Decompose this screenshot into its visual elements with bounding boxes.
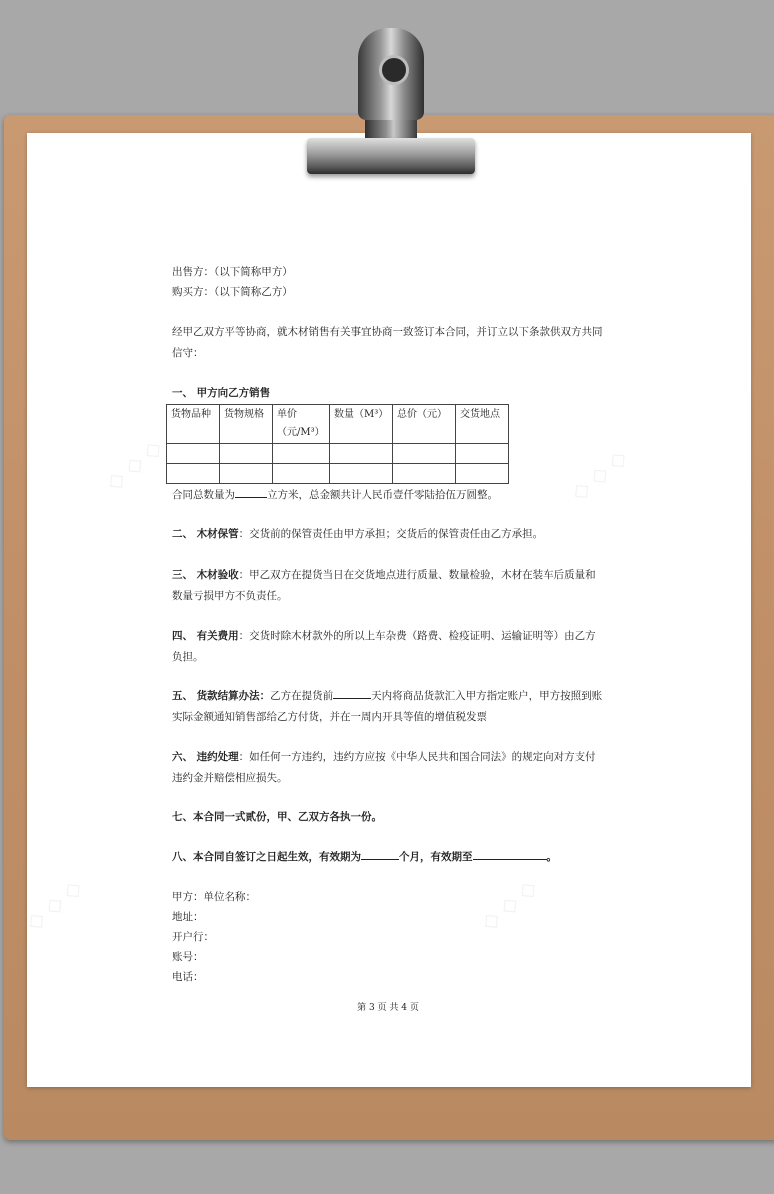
section-8-prefix: 八、本合同自签订之日起生效，有效期为 [172, 851, 361, 863]
section-8 [172, 847, 557, 867]
section-3-text: ：甲乙双方在提货当日在交货地点进行质量、数量检验，木材在装车后质量和数量亏损甲方不负责任。 [172, 569, 596, 602]
section-3-label: 三、 木材验收 [172, 569, 239, 581]
validity-date-blank[interactable] [473, 848, 547, 860]
signature-phone: 电话： [172, 971, 204, 983]
table-row [167, 444, 509, 464]
goods-table [166, 404, 509, 484]
section-5-prefix: 乙方在提货前 [270, 690, 334, 702]
section-4 [172, 626, 604, 668]
buyer-line: 购买方：（以下简称乙方） [172, 286, 293, 298]
table-header-row [167, 405, 509, 444]
signature-bank: 开户行： [172, 931, 214, 943]
signature-address: 地址： [172, 911, 204, 923]
table-header-cell [273, 405, 330, 444]
section-2 [172, 524, 604, 545]
table-header-cell: 交货地点 [456, 405, 509, 444]
price-unit: （元/M³） [277, 427, 325, 438]
document-page [21, 133, 751, 1087]
table-header-cell: 总价（元） [393, 405, 456, 444]
table-row [167, 464, 509, 484]
payment-days-blank[interactable] [333, 687, 371, 699]
watermark: ◇ ◇ ◇ [101, 435, 168, 496]
table-header-cell: 货物品种 [167, 405, 220, 444]
section-5 [172, 686, 604, 728]
total-prefix: 合同总数量为 [172, 489, 235, 501]
section-8-suffix: 。 [546, 851, 557, 863]
watermark: ◇ ◇ ◇ [21, 875, 88, 936]
signature-unit: 甲方：单位名称： [172, 891, 256, 903]
section-4-label: 四、 有关费用 [172, 630, 239, 642]
page-number: 第 3 页 共 4 页 [357, 1003, 419, 1013]
table-header-cell: 数量（M³） [330, 405, 393, 444]
section-2-text: ：交货前的保管责任由甲方承担；交货后的保管责任由乙方承担。 [238, 528, 544, 540]
section-6-text: ：如任何一方违约，违约方应按《中华人民共和国合同法》的规定向对方支付违约金并赔偿相应损失。 [172, 751, 596, 784]
seller-line: 出售方：（以下简称甲方） [172, 266, 293, 278]
binder-clip-base [307, 138, 475, 174]
clip-hole [379, 55, 409, 85]
total-suffix: 立方米，总金额共计人民币壹仟零陆拾伍万圆整。 [267, 489, 498, 501]
total-line [172, 485, 498, 505]
section-1-title: 一、 甲方向乙方销售 [172, 387, 271, 399]
signature-account: 账号： [172, 951, 204, 963]
validity-months-blank[interactable] [361, 848, 399, 860]
section-8-middle: 个月，有效期至 [399, 851, 473, 863]
total-quantity-blank[interactable] [235, 486, 267, 498]
section-2-label: 二、 木材保管 [172, 528, 239, 540]
table-header-cell: 货物规格 [220, 405, 273, 444]
section-6 [172, 747, 604, 789]
section-4-text: ：交货时除木材款外的所以上车杂费（路费、检疫证明、运输证明等）由乙方负担。 [172, 630, 596, 663]
section-7: 七、本合同一式贰份，甲、乙双方各执一份。 [172, 811, 382, 823]
section-6-label: 六、 违约处理 [172, 751, 239, 763]
price-header: 单价 [277, 409, 297, 420]
watermark: ◇ ◇ ◇ [566, 445, 633, 506]
section-5-text: 天内将商品货款汇入甲方指定账户，甲方按照到账实际金额通知销售部给乙方付货，并在一周内开具等值的增值税发票 [172, 690, 603, 723]
intro-paragraph: 经甲乙双方平等协商，就木材销售有关事宜协商一致签订本合同，并订立以下条款供双方共同信守： [172, 326, 603, 359]
watermark: ◇ ◇ ◇ [476, 875, 543, 936]
section-3 [172, 565, 604, 607]
section-5-label: 五、 货款结算办法： [172, 690, 271, 702]
